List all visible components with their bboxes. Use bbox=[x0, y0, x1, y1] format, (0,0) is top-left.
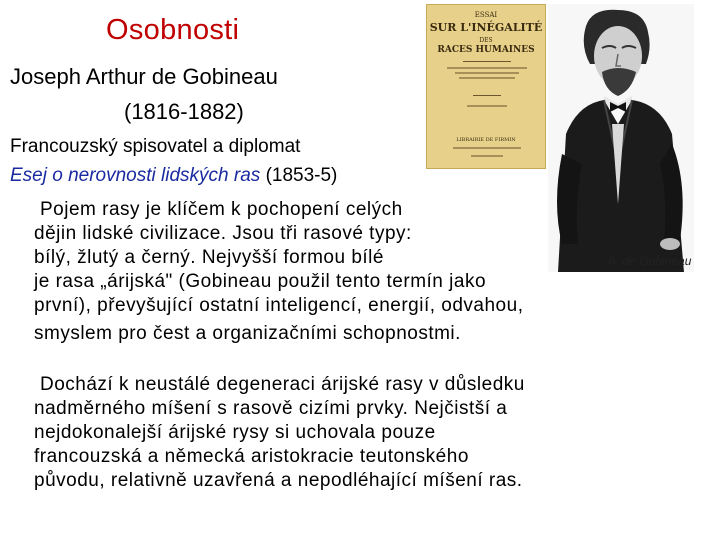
book-cover-text: ESSAI bbox=[474, 11, 498, 19]
book-cover-text: LIBRAIRIE DE FIRMIN bbox=[456, 137, 516, 143]
book-years: (1853-5) bbox=[265, 165, 338, 186]
book-fine-print bbox=[471, 155, 503, 157]
paragraph-line: Pojem rasy je klíčem k pochopení celých bbox=[40, 199, 403, 220]
slide-title: Osobnosti bbox=[106, 14, 240, 46]
occupation-line: Francouzský spisovatel a diplomat bbox=[10, 136, 301, 157]
portrait-photo bbox=[548, 4, 694, 272]
book-cover-text: SUR L'INÉGALITÉ bbox=[429, 21, 543, 34]
portrait-signature: A. de Gobineau bbox=[608, 254, 692, 268]
book-fine-print bbox=[467, 105, 507, 107]
work-line bbox=[10, 165, 337, 187]
paragraph-2 bbox=[34, 373, 525, 493]
paragraph-line: první), převyšující ostatní inteligencí, energií, odvahou, bbox=[34, 295, 524, 316]
book-fine-print bbox=[459, 77, 515, 79]
portrait-drawing bbox=[548, 4, 694, 272]
paragraph-1 bbox=[34, 198, 523, 346]
paragraph-line: Dochází k neustálé degeneraci árijské rasy v důsledku bbox=[40, 374, 525, 395]
paragraph-line: bílý, žlutý a černý. Nejvyšší formou bílé bbox=[34, 247, 384, 268]
person-years: (1816-1882) bbox=[124, 99, 244, 124]
book-cover-image bbox=[426, 4, 546, 169]
book-fine-print bbox=[455, 72, 519, 74]
paragraph-line: francouzská a německá aristokracie teutonského bbox=[34, 446, 469, 467]
book-rule bbox=[463, 61, 511, 62]
book-fine-print bbox=[453, 147, 521, 149]
paragraph-line: je rasa „árijská" (Gobineau použil tento termín jako bbox=[34, 271, 487, 292]
book-cover-text: RACES HUMAINES bbox=[437, 45, 535, 55]
paragraph-line: původu, relativně uzavřená a nepodléhající míšení ras. bbox=[34, 470, 523, 491]
paragraph-line: dějin lidské civilizace. Jsou tři rasové typy: bbox=[34, 223, 412, 244]
book-title: Esej o nerovnosti lidských ras bbox=[10, 165, 261, 186]
paragraph-line: nadměrného míšení s rasově cizími prvky. Nejčistší a bbox=[34, 398, 508, 419]
paragraph-line: nejdokonalejší árijské rysy si uchovala pouze bbox=[34, 422, 436, 443]
person-name: Joseph Arthur de Gobineau bbox=[10, 64, 278, 89]
book-cover-text: DES bbox=[479, 37, 493, 44]
book-fine-print bbox=[447, 67, 527, 69]
book-rule bbox=[473, 95, 501, 96]
paragraph-line: smyslem pro čest a organizačními schopnostmi. bbox=[34, 323, 461, 344]
